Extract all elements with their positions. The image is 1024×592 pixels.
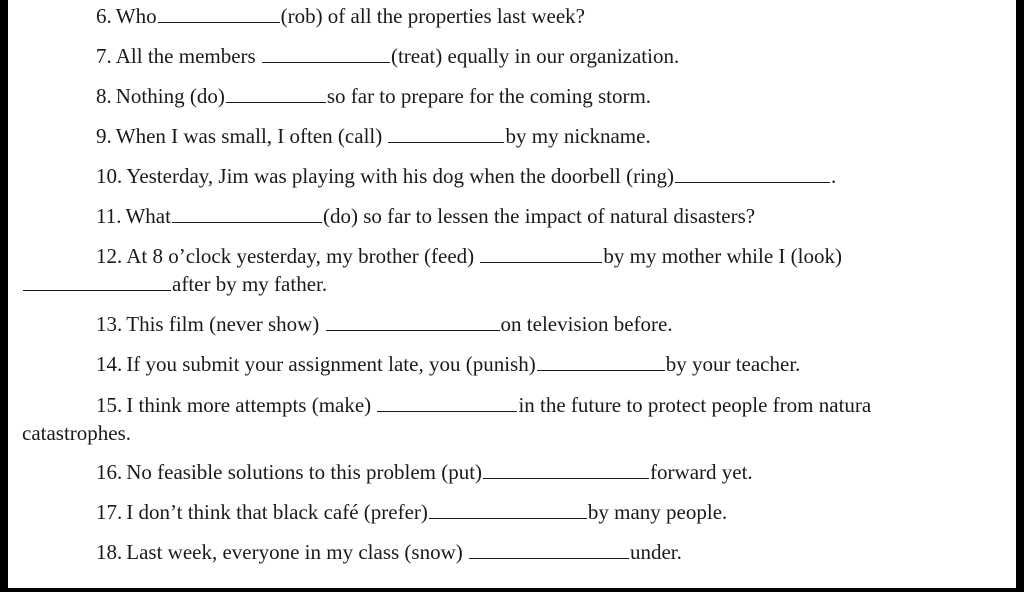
item-text-after: so far to prepare for the coming storm. — [326, 84, 652, 108]
item-text-before: Who — [115, 4, 157, 28]
item-text-before: Yesterday, Jim was playing with his dog when the doorbell (ring) — [126, 164, 674, 188]
item-number: 15. — [96, 393, 123, 417]
item-number: 18. — [96, 540, 123, 564]
item-text-after: under. — [629, 540, 682, 564]
exercise-item-12-continuation — [22, 272, 327, 296]
exercise-item-18 — [96, 540, 682, 564]
item-text-before: All the members — [115, 44, 261, 68]
answer-blank[interactable] — [480, 245, 602, 263]
answer-blank[interactable] — [158, 5, 280, 23]
answer-blank[interactable] — [23, 273, 171, 291]
item-text-before: What — [125, 204, 171, 228]
item-text-after: by your teacher. — [665, 352, 801, 376]
worksheet-page — [8, 0, 1016, 588]
item-text-after: by my mother while I (look) — [603, 244, 842, 268]
answer-blank[interactable] — [537, 353, 665, 371]
item-text-after: by my nickname. — [505, 124, 651, 148]
item-text-after: by many people. — [587, 500, 728, 524]
item-text-before: At 8 o’clock yesterday, my brother (feed) — [126, 244, 480, 268]
item-text-before: This film (never show) — [126, 312, 325, 336]
exercise-item-15 — [96, 393, 871, 417]
item-number: 9. — [96, 124, 112, 148]
item-text-before: Last week, everyone in my class (snow) — [126, 540, 468, 564]
answer-blank[interactable] — [226, 85, 326, 103]
item-number: 16. — [96, 460, 123, 484]
exercise-item-6 — [96, 4, 585, 28]
item-text-after: after by my father. — [172, 272, 328, 296]
answer-blank[interactable] — [429, 501, 587, 519]
exercise-item-11 — [96, 204, 755, 228]
item-text-before: I think more attempts (make) — [126, 393, 377, 417]
exercise-item-15-continuation — [22, 421, 131, 445]
item-number: 10. — [96, 164, 123, 188]
exercise-item-13 — [96, 312, 673, 336]
exercise-item-16 — [96, 460, 753, 484]
item-number: 17. — [96, 500, 123, 524]
item-text-after: (rob) of all the properties last week? — [280, 4, 585, 28]
answer-blank[interactable] — [262, 45, 390, 63]
item-text-after: in the future to protect people from natura — [518, 393, 872, 417]
item-text-before: If you submit your assignment late, you (punish) — [126, 352, 536, 376]
exercise-item-7 — [96, 44, 679, 68]
item-text-before: Nothing (do) — [115, 84, 225, 108]
item-text-after: forward yet. — [650, 460, 753, 484]
item-number: 8. — [96, 84, 112, 108]
answer-blank[interactable] — [675, 165, 830, 183]
exercise-item-12 — [96, 244, 842, 268]
item-text-after: on television before. — [500, 312, 673, 336]
item-text-after: . — [830, 164, 837, 188]
answer-blank[interactable] — [172, 205, 322, 223]
item-text-after: catastrophes. — [22, 421, 132, 445]
item-text-after: (do) so far to lessen the impact of natural disasters? — [322, 204, 756, 228]
answer-blank[interactable] — [377, 394, 517, 412]
answer-blank[interactable] — [483, 461, 649, 479]
exercise-item-10 — [96, 164, 836, 188]
exercise-item-8 — [96, 84, 651, 108]
item-number: 6. — [96, 4, 112, 28]
answer-blank[interactable] — [469, 541, 629, 559]
item-number: 12. — [96, 244, 123, 268]
exercise-item-9 — [96, 124, 651, 148]
item-number: 14. — [96, 352, 123, 376]
exercise-item-14 — [96, 352, 800, 376]
item-number: 7. — [96, 44, 112, 68]
item-text-before: I don’t think that black café (prefer) — [126, 500, 428, 524]
answer-blank[interactable] — [326, 313, 500, 331]
item-number: 11. — [96, 204, 122, 228]
item-text-before: No feasible solutions to this problem (put) — [126, 460, 483, 484]
item-number: 13. — [96, 312, 123, 336]
item-text-before: When I was small, I often (call) — [115, 124, 388, 148]
answer-blank[interactable] — [388, 125, 504, 143]
item-text-after: (treat) equally in our organization. — [390, 44, 680, 68]
exercise-item-17 — [96, 500, 727, 524]
